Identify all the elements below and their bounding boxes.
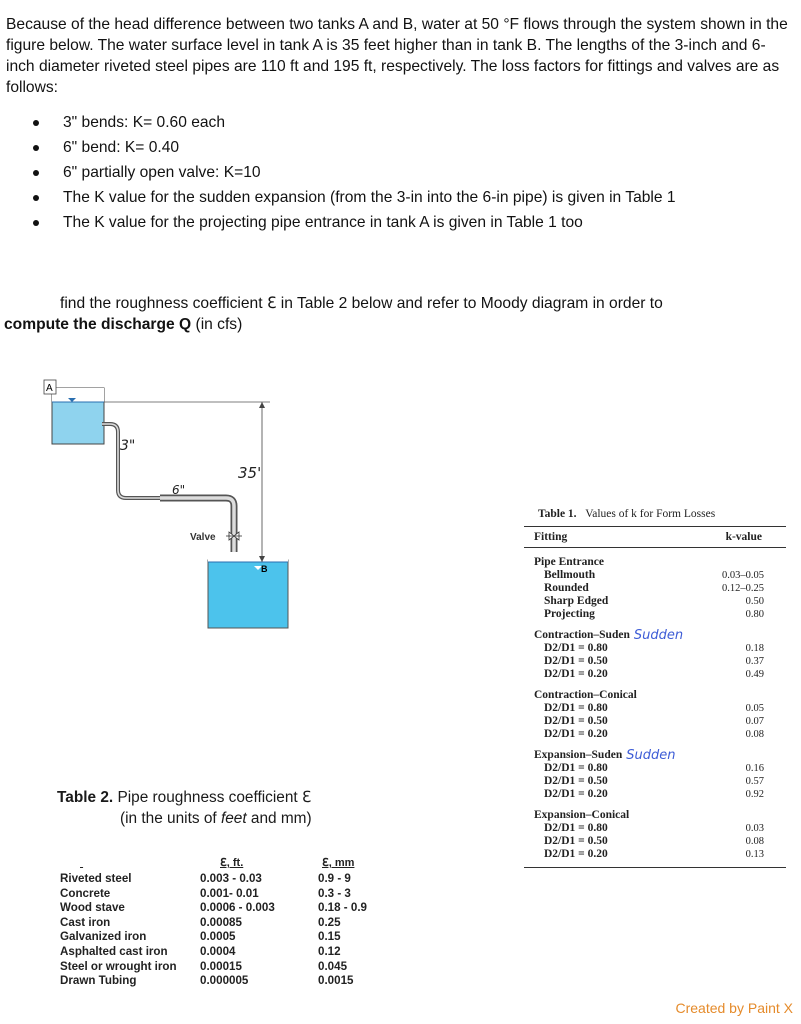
- tank-a-label: A: [46, 383, 53, 394]
- table-1: [524, 508, 786, 868]
- tank-b-label: B: [261, 564, 268, 574]
- table-cell: 0.001- 0.01: [200, 886, 259, 900]
- list-item: 3" bends: K= 0.60 each: [6, 110, 790, 135]
- table-cell: Galvanized iron: [60, 930, 147, 944]
- table-row: D2/D1 = 0.50 0.08: [544, 835, 764, 847]
- table-row: D2/D1 = 0.50 0.37: [544, 655, 764, 667]
- table-1-group: [524, 749, 786, 801]
- table-row: Bellmouth 0.03–0.05: [544, 569, 764, 581]
- table-cell: Cast iron: [60, 915, 111, 929]
- find-instruction: find the roughness coefficient ℇ in Table 2 below and refer to Moody diagram in order to: [60, 295, 663, 312]
- problem-statement: [6, 14, 790, 235]
- table-cell: 0.0015: [318, 974, 354, 988]
- table-cell: Wood stave: [60, 901, 125, 915]
- table-cell: 0.18 - 0.9: [318, 901, 367, 915]
- table-cell: Riveted steel: [60, 872, 132, 885]
- table-row: D2/D1 = 0.50 0.57: [544, 775, 764, 787]
- table-row: Rounded 0.12–0.25: [544, 582, 764, 594]
- table-cell: 0.00015: [200, 959, 242, 973]
- material-column: [60, 856, 200, 989]
- table-row: D2/D1 = 0.80 0.05: [544, 702, 764, 714]
- table-cell: 0.25: [318, 915, 341, 929]
- table-cell: 0.15: [318, 930, 341, 944]
- tank-a: [44, 380, 104, 444]
- list-item: 6" partially open valve: K=10: [6, 160, 790, 185]
- table-1-body: [524, 556, 786, 861]
- group-name: Expansion–Conical: [534, 809, 630, 821]
- table-1-header: [524, 526, 786, 548]
- table-cell: 0.00085: [200, 915, 242, 929]
- pipe-system-figure: [40, 376, 300, 646]
- pipe-3in: [102, 424, 160, 498]
- table-1-group: [524, 629, 786, 681]
- col-ft-header: ℇ, ft.: [220, 857, 244, 869]
- table-row: D2/D1 = 0.80 0.16: [544, 762, 764, 774]
- table-1-caption: Table 1. Values of k for Form Losses: [538, 508, 716, 520]
- group-name: Contraction–Suden: [534, 629, 630, 641]
- table-cell: Drawn Tubing: [60, 974, 137, 988]
- table-row: D2/D1 = 0.20 0.08: [544, 728, 764, 740]
- col-fitting: Fitting: [534, 531, 568, 543]
- table-cell: 0.12: [318, 944, 341, 958]
- table-2-title: Table 2. Pipe roughness coefficient ℇ: [57, 789, 312, 806]
- find-instruction-2: [4, 316, 242, 334]
- table-cell: 0.0004: [200, 944, 236, 958]
- handwritten-note: Sudden: [633, 628, 684, 643]
- loss-factor-list: [6, 110, 790, 235]
- table-cell: 0.9 - 9: [318, 872, 351, 885]
- head-label: 35': [238, 464, 262, 482]
- find-bold: compute the discharge Q: [4, 316, 192, 333]
- table-cell: 0.000005: [200, 974, 249, 988]
- group-name: Contraction–Conical: [534, 689, 637, 701]
- list-item: The K value for the sudden expansion (from the 3-in into the 6-in pipe) is given in Table 1: [6, 185, 790, 210]
- pipe-6-label: 6": [172, 483, 186, 497]
- tank-b: [208, 552, 288, 628]
- table-cell: 0.045: [318, 959, 348, 973]
- col-k-value: k-value: [725, 531, 762, 543]
- table-1-group: [524, 689, 786, 741]
- list-item: The K value for the projecting pipe entrance in tank A is given in Table 1 too: [6, 210, 790, 235]
- table-row: D2/D1 = 0.20 0.13: [544, 848, 764, 860]
- valve-label: Valve: [190, 532, 216, 543]
- table-row: D2/D1 = 0.20 0.49: [544, 668, 764, 680]
- find-tail: (in cfs): [191, 316, 243, 333]
- table-1-group: [524, 556, 786, 621]
- table-row: Sharp Edged 0.50: [544, 595, 764, 607]
- roughness-ft-column: [200, 856, 308, 989]
- table-cell: 0.0006 - 0.003: [200, 901, 275, 915]
- group-name: Expansion–Suden: [534, 749, 623, 761]
- handwritten-note: Sudden: [626, 748, 676, 763]
- table-2-subtitle: (in the units of feet and mm): [120, 810, 312, 827]
- pipe-3-label: 3": [120, 438, 136, 454]
- col-mm-header: ℇ, mm: [322, 857, 355, 869]
- table-row: Projecting 0.80: [544, 608, 764, 620]
- head-dimension: [238, 402, 265, 562]
- table-cell: 0.0005: [200, 930, 236, 944]
- problem-intro: Because of the head difference between two tanks A and B, water at 50 °F flows through the system shown in the figure below. The water surface level in tank A is 35 feet higher than in tank B. The lengths of the 3-inch and 6-inch diameter riveted steel pipes are 110 ft and 195 ft, respectively. The loss factors for fittings and valves are as follows:: [6, 16, 788, 96]
- group-name: Pipe Entrance: [534, 556, 604, 568]
- table-cell: 0.003 - 0.03: [200, 872, 262, 885]
- table-cell: Asphalted cast iron: [60, 944, 168, 958]
- table-row: D2/D1 = 0.50 0.07: [544, 715, 764, 727]
- table-cell: Steel or wrought iron: [60, 959, 177, 973]
- table-cell: 0.3 - 3: [318, 886, 351, 900]
- table-row: D2/D1 = 0.80 0.03: [544, 822, 764, 834]
- table-cell: Concrete: [60, 886, 111, 900]
- watermark: Created by Paint X: [675, 1000, 793, 1016]
- table-1-group: [524, 809, 786, 861]
- table-row: D2/D1 = 0.80 0.18: [544, 642, 764, 654]
- roughness-mm-column: [318, 856, 388, 989]
- table-row: D2/D1 = 0.20 0.92: [544, 788, 764, 800]
- list-item: 6" bend: K= 0.40: [6, 135, 790, 160]
